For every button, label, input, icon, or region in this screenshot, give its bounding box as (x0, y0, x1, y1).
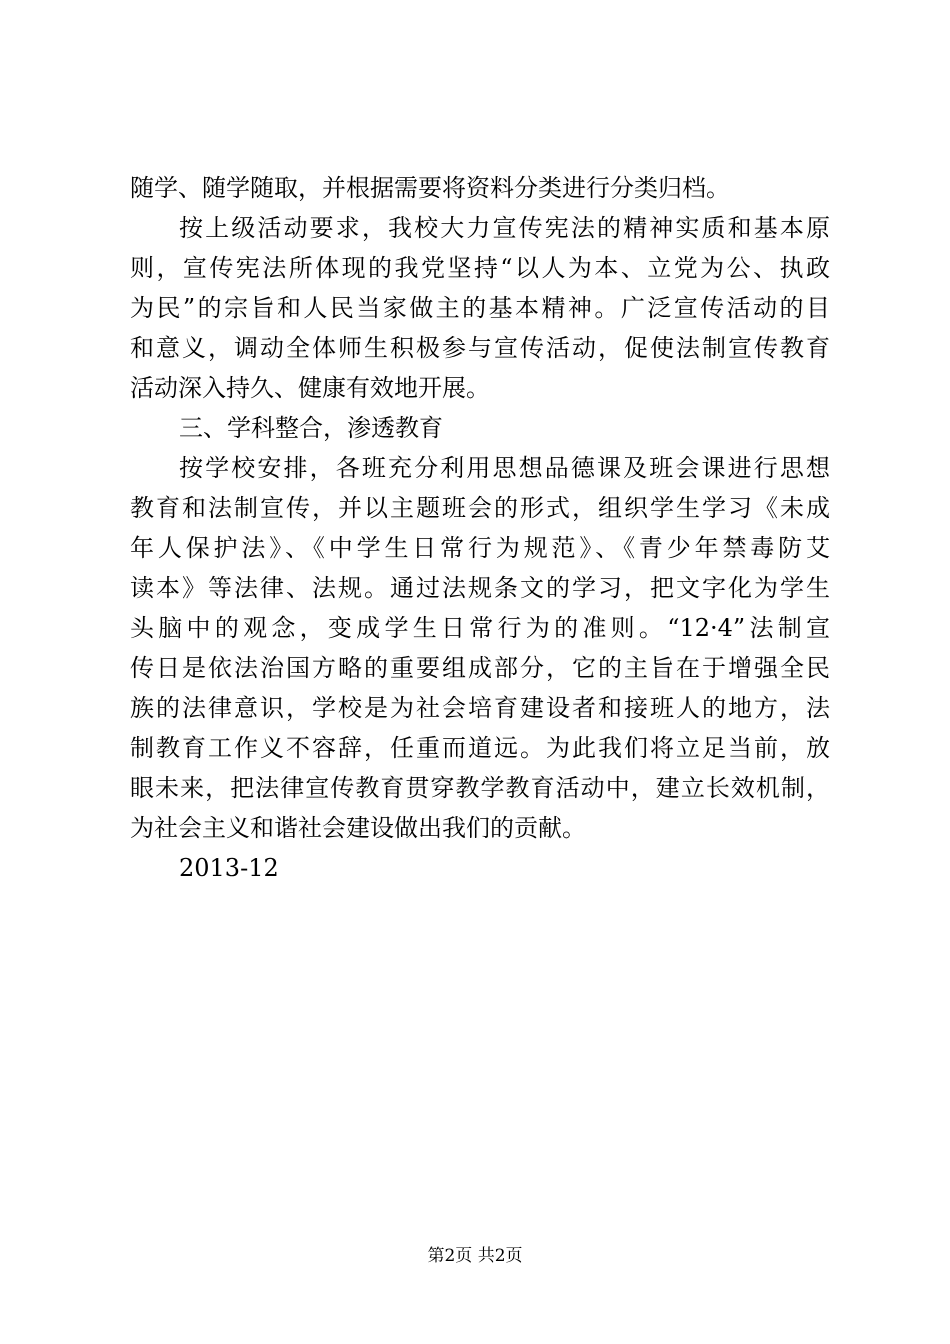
text-line: 按学校安排，各班充分利用思想品德课及班会课进行思想 (179, 454, 830, 482)
text-line: 活动深入持久、健康有效地开展。 (130, 374, 490, 402)
text-line: 头脑中的观念，变成学生日常行为的准则。“12·4”法制宣 (130, 614, 830, 642)
text-line: 为社会主义和谐社会建设做出我们的贡献。 (130, 814, 586, 842)
text-line: 族的法律意识，学校是为社会培育建设者和接班人的地方，法 (130, 694, 830, 722)
text-line: 按上级活动要求，我校大力宣传宪法的精神实质和基本原 (179, 214, 830, 242)
text-line: 随学、随学随取，并根据需要将资料分类进行分类归档。 (130, 174, 730, 202)
text-line: 则，宣传宪法所体现的我党坚持“以人为本、立党为公、执政 (130, 254, 830, 282)
page-number-footer: 第2页 共2页 (427, 1246, 523, 1266)
text-line: 和意义，调动全体师生积极参与宣传活动，促使法制宣传教育 (130, 334, 830, 362)
text-line: 传日是依法治国方略的重要组成部分，它的主旨在于增强全民 (130, 654, 830, 682)
document-body (130, 168, 830, 888)
document-date: 2013-12 (179, 854, 279, 882)
text-line: 读本》等法律、法规。通过法规条文的学习，把文字化为学生 (130, 574, 830, 602)
text-line: 制教育工作义不容辞，任重而道远。为此我们将立足当前，放 (130, 734, 830, 762)
text-line: 眼未来，把法律宣传教育贯穿教学教育活动中，建立长效机制， (130, 774, 830, 802)
text-line: 为民”的宗旨和人民当家做主的基本精神。广泛宣传活动的目 (130, 294, 830, 322)
section-heading: 三、学科整合，渗透教育 (179, 414, 443, 442)
text-line: 教育和法制宣传，并以主题班会的形式，组织学生学习《未成 (130, 494, 830, 522)
text-line: 年人保护法》、《中学生日常行为规范》、《青少年禁毒防艾 (130, 534, 830, 562)
